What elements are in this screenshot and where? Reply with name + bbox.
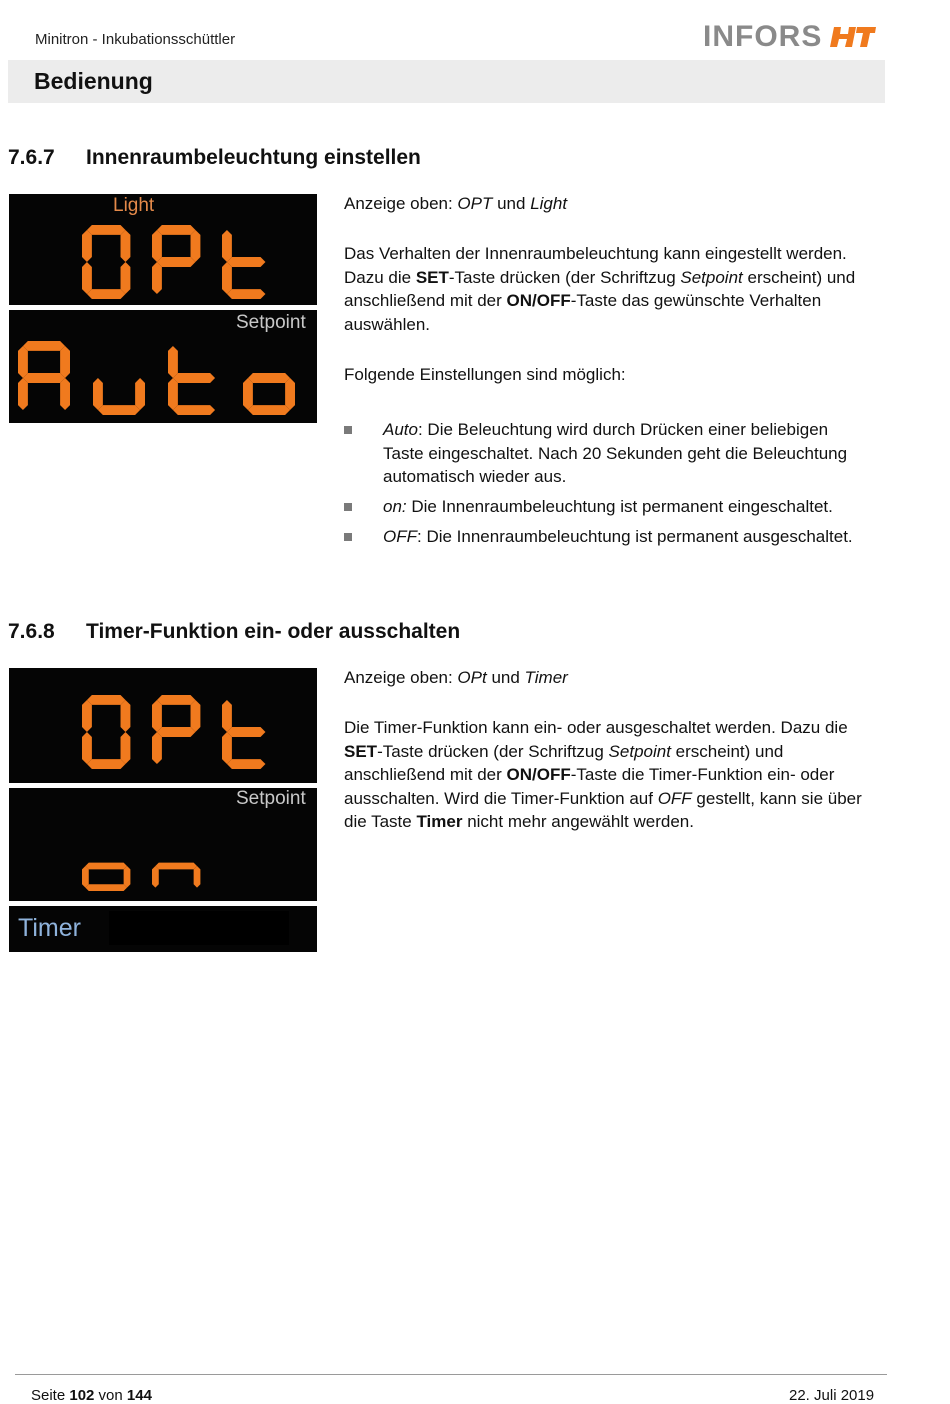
- display-panel-top: [9, 194, 317, 305]
- digit-u: [93, 378, 145, 415]
- segment-b: [191, 230, 201, 262]
- segment-g: [173, 373, 215, 383]
- text: erscheint) und anschließend mit der: [344, 741, 784, 784]
- bullet-square-icon: [344, 503, 352, 511]
- timer-display-strip: [9, 906, 317, 952]
- section-heading-7-6-7: [8, 146, 608, 172]
- segment-f: [82, 700, 92, 732]
- text: gestellt, kann sie über die Taste: [344, 788, 862, 831]
- segment-b: [60, 346, 70, 378]
- key-name: Timer: [416, 812, 463, 831]
- text: und: [492, 194, 531, 213]
- segment-e: [82, 262, 92, 294]
- option-term: OFF: [383, 527, 417, 546]
- segment-f: [152, 700, 162, 732]
- segment-e: [82, 866, 89, 888]
- text: nicht mehr angewählt werden.: [462, 812, 694, 831]
- paragraph-lighting-behavior: [344, 242, 889, 336]
- segment-d: [85, 884, 127, 891]
- segment-g: [85, 863, 127, 870]
- paragraph-options-intro: Folgende Einstellungen sind möglich:: [344, 365, 626, 384]
- digit-t: [222, 700, 265, 769]
- segment-d: [248, 405, 290, 415]
- key-name: ON/OFF: [506, 291, 571, 310]
- segment-g: [23, 373, 65, 383]
- text: Das Verhalten der Innenraumbeleuchtung kann eingestellt werden. Dazu die: [344, 244, 847, 287]
- option-term: Auto: [383, 420, 418, 439]
- segment-c: [135, 378, 145, 410]
- segment-e: [152, 732, 162, 764]
- text-emphasis: Setpoint: [608, 741, 671, 761]
- chapter-banner: [8, 60, 885, 103]
- segment-f: [222, 230, 232, 262]
- chapter-title: Bedienung: [34, 68, 153, 94]
- segment-d: [87, 759, 126, 769]
- segment-g: [157, 727, 196, 737]
- paragraph-display-info: [344, 666, 889, 690]
- segment-f: [82, 230, 92, 262]
- segment-d: [173, 405, 215, 415]
- segment-a: [87, 695, 126, 705]
- segment-c: [124, 866, 131, 888]
- key-name: ON/OFF: [506, 765, 571, 784]
- segment-e: [168, 378, 178, 410]
- segment-c: [121, 262, 131, 294]
- infors-logo: [703, 22, 876, 52]
- segment-e: [152, 262, 162, 294]
- segment-e: [222, 262, 232, 294]
- text: erscheint) und anschließend mit der: [344, 267, 856, 310]
- digit-A: [18, 341, 70, 410]
- section-heading-7-6-8: [8, 620, 608, 646]
- key-name: SET: [344, 741, 378, 761]
- section-title: Timer-Funktion ein- oder ausschalten: [86, 620, 461, 643]
- footer-divider: [15, 1374, 887, 1375]
- ht-logo-icon: [830, 25, 876, 49]
- bullet-square-icon: [344, 426, 352, 434]
- segment-a: [157, 225, 196, 235]
- text: -Taste drücken (der Schriftzug: [377, 741, 609, 761]
- segment-c: [60, 378, 70, 410]
- segment-g: [248, 373, 290, 383]
- digit-t: [168, 346, 215, 415]
- list-item-text: [383, 418, 868, 489]
- text: Seite: [31, 1387, 70, 1404]
- digit-t: [222, 230, 265, 299]
- text-emphasis: Timer: [524, 668, 568, 687]
- segment-c: [285, 378, 295, 410]
- segment-e: [18, 378, 28, 410]
- segment-g: [227, 727, 266, 737]
- segment-e: [93, 378, 103, 410]
- segment-f: [152, 230, 162, 262]
- display-panel-bottom: [9, 310, 317, 423]
- display-panel-bottom: [9, 788, 317, 901]
- text-emphasis: OPT: [457, 194, 493, 213]
- segment-a: [23, 341, 65, 351]
- digit-n: [152, 863, 200, 888]
- display-label-timer: Timer: [18, 914, 81, 942]
- segment-e: [152, 866, 159, 888]
- segment-e: [82, 732, 92, 764]
- current-page: 102: [69, 1387, 95, 1404]
- display-label-light: Light: [113, 195, 155, 216]
- bullet-square-icon: [344, 533, 352, 541]
- segment-a: [87, 225, 126, 235]
- section-number: 7.6.8: [8, 620, 55, 643]
- option-desc: : Die Innenraumbeleuchtung ist permanent ausgeschaltet.: [417, 527, 853, 546]
- segment-a: [157, 695, 196, 705]
- segment-g: [155, 863, 197, 870]
- option-term: on:: [383, 497, 407, 516]
- logo-text: INFORS: [703, 20, 823, 53]
- text: -Taste die Timer-Funktion ein- oder ausschalten. Wird die Timer-Funktion auf: [344, 765, 835, 808]
- seven-segment-readout: [81, 224, 291, 300]
- total-pages: 144: [126, 1387, 152, 1404]
- timer-value-area: [109, 911, 289, 945]
- text: Anzeige oben:: [344, 668, 458, 687]
- text: Anzeige oben:: [344, 194, 458, 213]
- segment-b: [121, 230, 131, 262]
- segment-g: [157, 257, 196, 267]
- seven-segment-readout: [81, 694, 291, 770]
- digit-o: [82, 863, 130, 891]
- segment-d: [227, 289, 266, 299]
- list-item-text: [383, 495, 868, 519]
- list-item-text: [383, 525, 868, 549]
- segment-d: [227, 759, 266, 769]
- display-panel-top: [9, 668, 317, 783]
- paragraph-timer-function: [344, 716, 889, 834]
- segment-b: [191, 700, 201, 732]
- paragraph-display-info: [344, 192, 889, 216]
- text-emphasis: Setpoint: [680, 267, 743, 287]
- text: und: [486, 668, 525, 687]
- segment-c: [121, 732, 131, 764]
- digit-P: [152, 225, 200, 294]
- text-emphasis: OFF: [657, 788, 692, 808]
- segment-b: [121, 700, 131, 732]
- digit-O: [82, 225, 130, 299]
- seven-segment-readout: [17, 340, 317, 416]
- document-date: 22. Juli 2019: [789, 1387, 875, 1404]
- text: -Taste drücken (der Schriftzug: [448, 267, 681, 287]
- text: -Taste das gewünschte Verhalten auswählen.: [344, 291, 822, 334]
- text: von: [94, 1387, 127, 1404]
- option-desc: : Die Beleuchtung wird durch Drücken einer beliebigen Taste eingeschaltet. Nach 20 Sekunden geht die Beleuchtung automatisch wieder aus.: [383, 420, 848, 486]
- segment-f: [18, 346, 28, 378]
- seven-segment-readout: [81, 840, 221, 892]
- segment-e: [222, 732, 232, 764]
- section-title: Innenraumbeleuchtung einstellen: [86, 146, 421, 169]
- section-number: 7.6.7: [8, 146, 55, 169]
- segment-g: [227, 257, 266, 267]
- digit-O: [82, 695, 130, 769]
- text: Die Timer-Funktion kann ein- oder ausgeschaltet werden. Dazu die: [344, 718, 848, 737]
- segment-d: [87, 289, 126, 299]
- text-emphasis: Light: [530, 194, 568, 213]
- text-emphasis: OPt: [457, 668, 487, 687]
- segment-f: [222, 700, 232, 732]
- digit-o: [243, 373, 295, 415]
- key-name: SET: [415, 267, 449, 287]
- display-label-setpoint: Setpoint: [236, 312, 306, 333]
- options-list: [344, 418, 874, 578]
- option-desc: Die Innenraumbeleuchtung ist permanent eingeschaltet.: [406, 497, 833, 516]
- page-number: [31, 1387, 152, 1404]
- segment-d: [98, 405, 140, 415]
- segment-e: [243, 378, 253, 410]
- digit-P: [152, 695, 200, 764]
- display-label-setpoint: Setpoint: [236, 788, 306, 809]
- segment-f: [168, 346, 178, 378]
- document-title: Minitron - Inkubationsschüttler: [35, 31, 236, 48]
- segment-c: [194, 866, 201, 888]
